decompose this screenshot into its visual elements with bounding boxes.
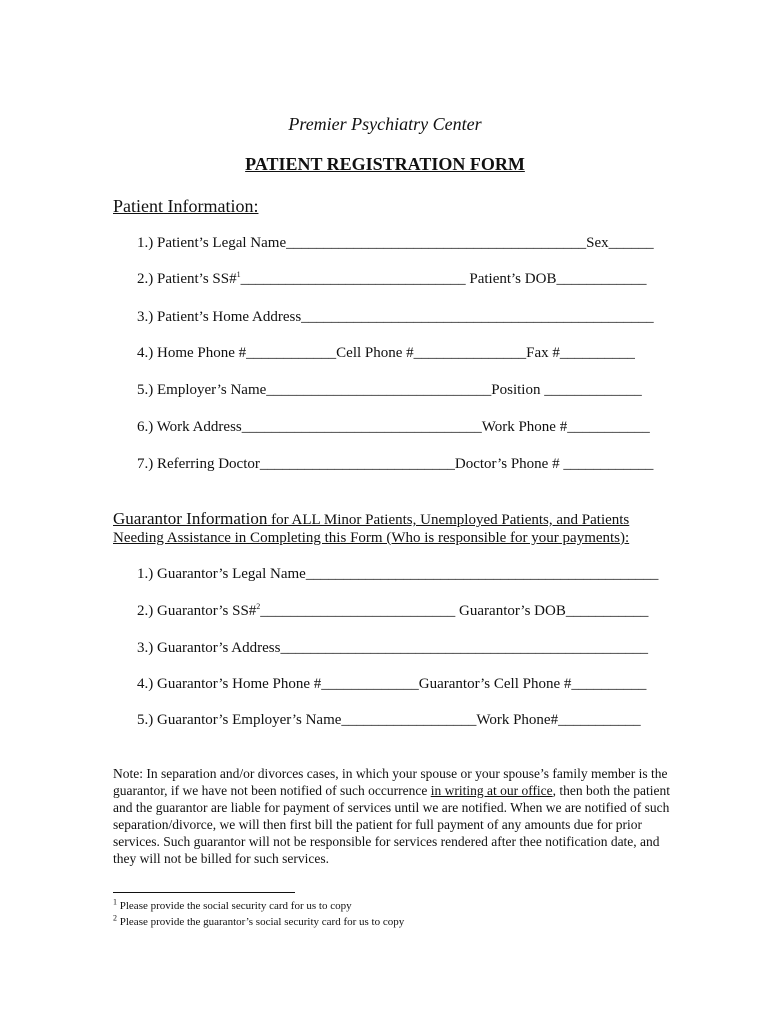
separation-note [113,765,673,867]
patient-section-heading: Patient Information: [113,196,259,216]
patient-legal-name-line: 1.) Patient’s Legal Name________________________________________Sex______ [137,235,654,251]
guarantor-section-heading [113,510,629,547]
guarantor-heading-rest: for ALL Minor Patients, Unemployed Patients, and Patients [267,512,630,528]
footnote-1-text: Please provide the social security card for us to copy [117,900,352,912]
guarantor-heading-line2: Needing Assistance in Completing this Form (Who is responsible for your payments): [113,530,630,546]
patient-ss-label: 2.) Patient’s SS# [137,271,237,287]
guarantor-heading-main: Guarantor Information [113,509,268,528]
footnote-ref-1: 1 [236,270,241,279]
patient-referring-doctor-line: 7.) Referring Doctor__________________________Doctor’s Phone # ____________ [137,456,654,472]
footnote-1 [113,897,352,912]
patient-ss-line [137,271,646,288]
footnote-ref-2: 2 [256,602,261,611]
guarantor-employer-line: 5.) Guarantor’s Employer’s Name__________________Work Phone#___________ [137,712,641,728]
guarantor-address-line: 3.) Guarantor’s Address_________________________________________________ [137,640,648,656]
note-text-1: Note: In separation and/or divorces cases, in which your spouse or your spouse’s family member is the guarantor, if we have not been notified of such occurrence [113,766,668,798]
clinic-name: Premier Psychiatry Center [288,114,482,134]
guarantor-ss-dob-blanks: __________________________ Guarantor’s DOB___________ [260,603,649,619]
guarantor-legal-name-line: 1.) Guarantor’s Legal Name_______________________________________________ [137,566,659,582]
guarantor-ss-line [137,603,648,620]
guarantor-phone-line: 4.) Guarantor’s Home Phone #_____________Guarantor’s Cell Phone #__________ [137,676,647,692]
patient-ss-dob-blanks: ______________________________ Patient’s DOB____________ [240,271,647,287]
patient-work-address-line: 6.) Work Address________________________________Work Phone #___________ [137,419,650,435]
note-underlined-text: in writing at our office [430,783,553,798]
form-title: PATIENT REGISTRATION FORM [245,154,525,174]
footnote-divider [113,892,295,893]
patient-phone-line: 4.) Home Phone #____________Cell Phone #_______________Fax #__________ [137,345,635,361]
footnote-2-number: 2 [113,913,117,923]
note-text-2: , then both the patient and the guarantor are liable for payment of services until we are notified. When we are notified of such separation/divorce, we will then first bill the patient for full payment of any amounts due for prior services. Such guarantor will not be responsible for services rendered after thee notification date, and they will not be billed for such services. [113,783,671,866]
footnote-1-number: 1 [113,897,117,907]
guarantor-ss-label: 2.) Guarantor’s SS# [137,603,257,619]
footnote-2-text: Please provide the guarantor’s social security card for us to copy [117,916,405,928]
patient-home-address-line: 3.) Patient’s Home Address_______________________________________________ [137,309,654,325]
patient-employer-line: 5.) Employer’s Name______________________________Position _____________ [137,382,642,398]
footnote-2 [113,913,405,928]
